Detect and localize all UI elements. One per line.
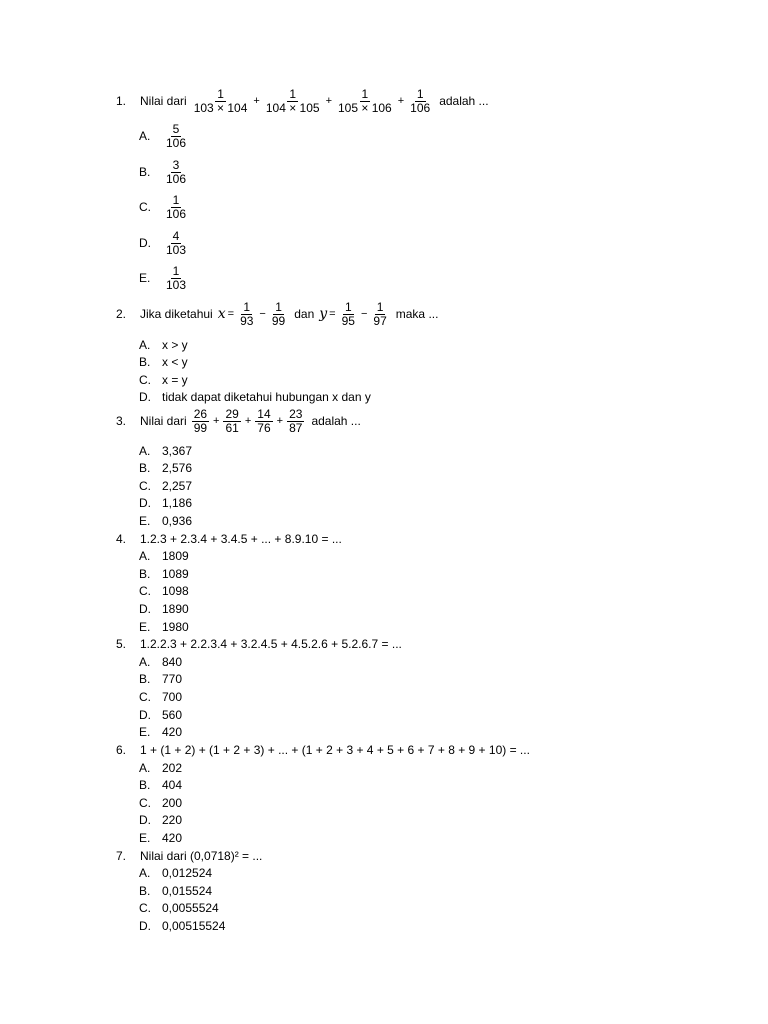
option-6e	[139, 831, 182, 845]
option-1d	[139, 230, 190, 256]
option-6b	[139, 778, 182, 792]
option-text: 1890	[162, 602, 189, 616]
equals-sign: =	[227, 308, 235, 321]
option-text: 420	[162, 831, 183, 845]
option-fraction: $\frac{1}{106}$	[166, 193, 187, 221]
option-letter: D.	[139, 236, 151, 251]
option-text: 840	[162, 655, 183, 669]
option-text: x = y	[162, 373, 188, 387]
option-4a	[139, 549, 189, 563]
option-3c	[139, 479, 192, 493]
option-fraction: $\frac{4}{103}$	[166, 229, 187, 257]
option-text: 0,00515524	[162, 919, 226, 933]
question-number: 2.	[116, 307, 127, 322]
option-5d	[139, 708, 182, 722]
option-6d	[139, 813, 182, 827]
option-fraction: $\frac{1}{103}$	[166, 264, 187, 292]
option-text: 200	[162, 796, 183, 810]
option-letter: E.	[139, 514, 151, 528]
question-number: 5.	[116, 637, 127, 651]
option-4b	[139, 567, 189, 581]
question-prefix: Nilai dari	[140, 94, 187, 109]
option-letter: E.	[139, 271, 151, 286]
option-text: 220	[162, 813, 183, 827]
option-text: 2,576	[162, 461, 193, 475]
option-letter: E.	[139, 620, 151, 634]
option-1a	[139, 123, 190, 149]
option-text: 1809	[162, 549, 189, 563]
question-7	[116, 849, 262, 863]
option-letter: A.	[139, 338, 151, 352]
question-4	[116, 532, 342, 546]
question-number: 3.	[116, 414, 127, 429]
question-number: 4.	[116, 532, 127, 546]
option-text: 202	[162, 761, 183, 775]
minus-sign: −	[259, 308, 266, 321]
fraction: $\frac{1}{103 \times 104}$	[193, 87, 248, 115]
minus-sign: −	[360, 308, 368, 321]
question-suffix: adalah ...	[439, 94, 489, 109]
option-letter: C.	[139, 584, 151, 598]
option-2d	[139, 390, 371, 404]
fraction: $\frac{1}{97}$	[373, 300, 387, 328]
variable-y: y	[319, 306, 328, 323]
question-prefix: Nilai dari	[140, 414, 187, 429]
option-text: 0,015524	[162, 884, 213, 898]
fraction: $\frac{26}{99}$	[193, 407, 208, 435]
fraction: $\frac{1}{95}$	[341, 300, 355, 328]
option-text: 420	[162, 725, 183, 739]
option-letter: D.	[139, 919, 151, 933]
option-4e	[139, 620, 189, 634]
plus-sign: +	[213, 415, 220, 428]
option-3d	[139, 496, 192, 510]
option-4d	[139, 602, 189, 616]
option-5e	[139, 725, 182, 739]
fraction: $\frac{1}{93}$	[240, 300, 254, 328]
option-text: 770	[162, 672, 183, 686]
option-3a	[139, 444, 192, 458]
option-letter: E.	[139, 831, 151, 845]
question-number: 6.	[116, 743, 127, 757]
question-text: 1.2.3 + 2.3.4 + 3.4.5 + ... + 8.9.10 = ...	[140, 532, 342, 546]
option-2a	[139, 338, 188, 352]
option-letter: C.	[139, 373, 151, 387]
option-7c	[139, 901, 219, 915]
question-text: 1 + (1 + 2) + (1 + 2 + 3) + ... + (1 + 2 + 3 + 4 + 5 + 6 + 7 + 8 + 9 + 10) = ...	[140, 743, 530, 757]
option-text: 0,0055524	[162, 901, 219, 915]
option-6a	[139, 761, 182, 775]
plus-sign: +	[244, 415, 252, 428]
option-text: 1098	[162, 584, 189, 598]
option-text: 404	[162, 778, 183, 792]
option-7d	[139, 919, 225, 933]
option-7a	[139, 866, 212, 880]
question-number: 1.	[116, 94, 127, 109]
option-text: 700	[162, 690, 183, 704]
option-text: 560	[162, 708, 183, 722]
option-letter: A.	[139, 655, 151, 669]
option-fraction: $\frac{5}{106}$	[166, 122, 187, 150]
option-text: x < y	[162, 355, 188, 369]
question-6	[116, 743, 530, 757]
option-1b	[139, 159, 190, 185]
question-prefix: Jika diketahui	[140, 307, 213, 322]
option-letter: C.	[139, 796, 151, 810]
option-text: x > y	[162, 338, 188, 352]
option-letter: B.	[139, 672, 151, 686]
option-letter: A.	[139, 866, 151, 880]
option-2b	[139, 355, 188, 369]
plus-sign: +	[397, 95, 405, 108]
option-fraction: $\frac{3}{106}$	[166, 158, 187, 186]
option-letter: E.	[139, 725, 151, 739]
option-letter: C.	[139, 690, 151, 704]
option-text: 0,012524	[162, 866, 213, 880]
question-text: 1.2.2.3 + 2.2.3.4 + 3.2.4.5 + 4.5.2.6 + 5.2.6.7 = ...	[140, 637, 402, 651]
option-text: 2,257	[162, 479, 193, 493]
option-letter: B.	[139, 567, 151, 581]
option-letter: C.	[139, 200, 151, 215]
question-text: Nilai dari (0,0718)² = ...	[140, 849, 263, 863]
option-1e	[139, 265, 190, 291]
option-letter: B.	[139, 461, 151, 475]
option-letter: A.	[139, 129, 151, 144]
option-text: 0,936	[162, 514, 193, 528]
option-letter: C.	[139, 479, 151, 493]
fraction: $\frac{23}{87}$	[289, 407, 303, 435]
option-letter: B.	[139, 355, 151, 369]
question-3	[116, 408, 361, 434]
option-4c	[139, 584, 189, 598]
fraction: $\frac{1}{106}$	[410, 87, 431, 115]
option-letter: B.	[139, 884, 151, 898]
option-5a	[139, 655, 182, 669]
question-number: 7.	[116, 849, 127, 863]
option-text: 1089	[162, 567, 189, 581]
question-suffix: adalah ...	[311, 414, 361, 429]
plus-sign: +	[325, 95, 332, 108]
fraction: $\frac{1}{104 \times 105}$	[265, 87, 320, 115]
option-letter: D.	[139, 390, 151, 404]
option-5b	[139, 672, 182, 686]
option-2c	[139, 373, 188, 387]
equals-sign: =	[329, 308, 336, 321]
question-5	[116, 637, 402, 651]
option-letter: B.	[139, 778, 151, 792]
option-letter: D.	[139, 602, 151, 616]
option-text: 1,186	[162, 496, 193, 510]
option-3b	[139, 461, 192, 475]
fraction: $\frac{14}{76}$	[257, 407, 271, 435]
option-text: tidak dapat diketahui hubungan x dan y	[162, 390, 371, 404]
option-letter: D.	[139, 708, 151, 722]
option-6c	[139, 796, 182, 810]
option-text: 1980	[162, 620, 189, 634]
option-1c	[139, 194, 190, 220]
question-1	[116, 88, 489, 114]
option-letter: B.	[139, 165, 151, 180]
conjunction: dan	[294, 307, 315, 322]
fraction: $\frac{1}{99}$	[271, 300, 286, 328]
option-letter: A.	[139, 761, 151, 775]
option-text: 3,367	[162, 444, 193, 458]
question-2	[116, 301, 438, 327]
plus-sign: +	[276, 415, 284, 428]
option-letter: A.	[139, 444, 151, 458]
option-letter: D.	[139, 813, 151, 827]
option-5c	[139, 690, 182, 704]
variable-x: x	[217, 306, 226, 323]
option-letter: D.	[139, 496, 151, 510]
fraction: $\frac{29}{61}$	[225, 407, 239, 435]
fraction: $\frac{1}{105 \times 106}$	[338, 87, 392, 115]
option-letter: C.	[139, 901, 151, 915]
option-3e	[139, 514, 192, 528]
option-letter: A.	[139, 549, 151, 563]
plus-sign: +	[253, 95, 260, 108]
option-7b	[139, 884, 212, 898]
question-suffix: maka ...	[395, 307, 439, 322]
